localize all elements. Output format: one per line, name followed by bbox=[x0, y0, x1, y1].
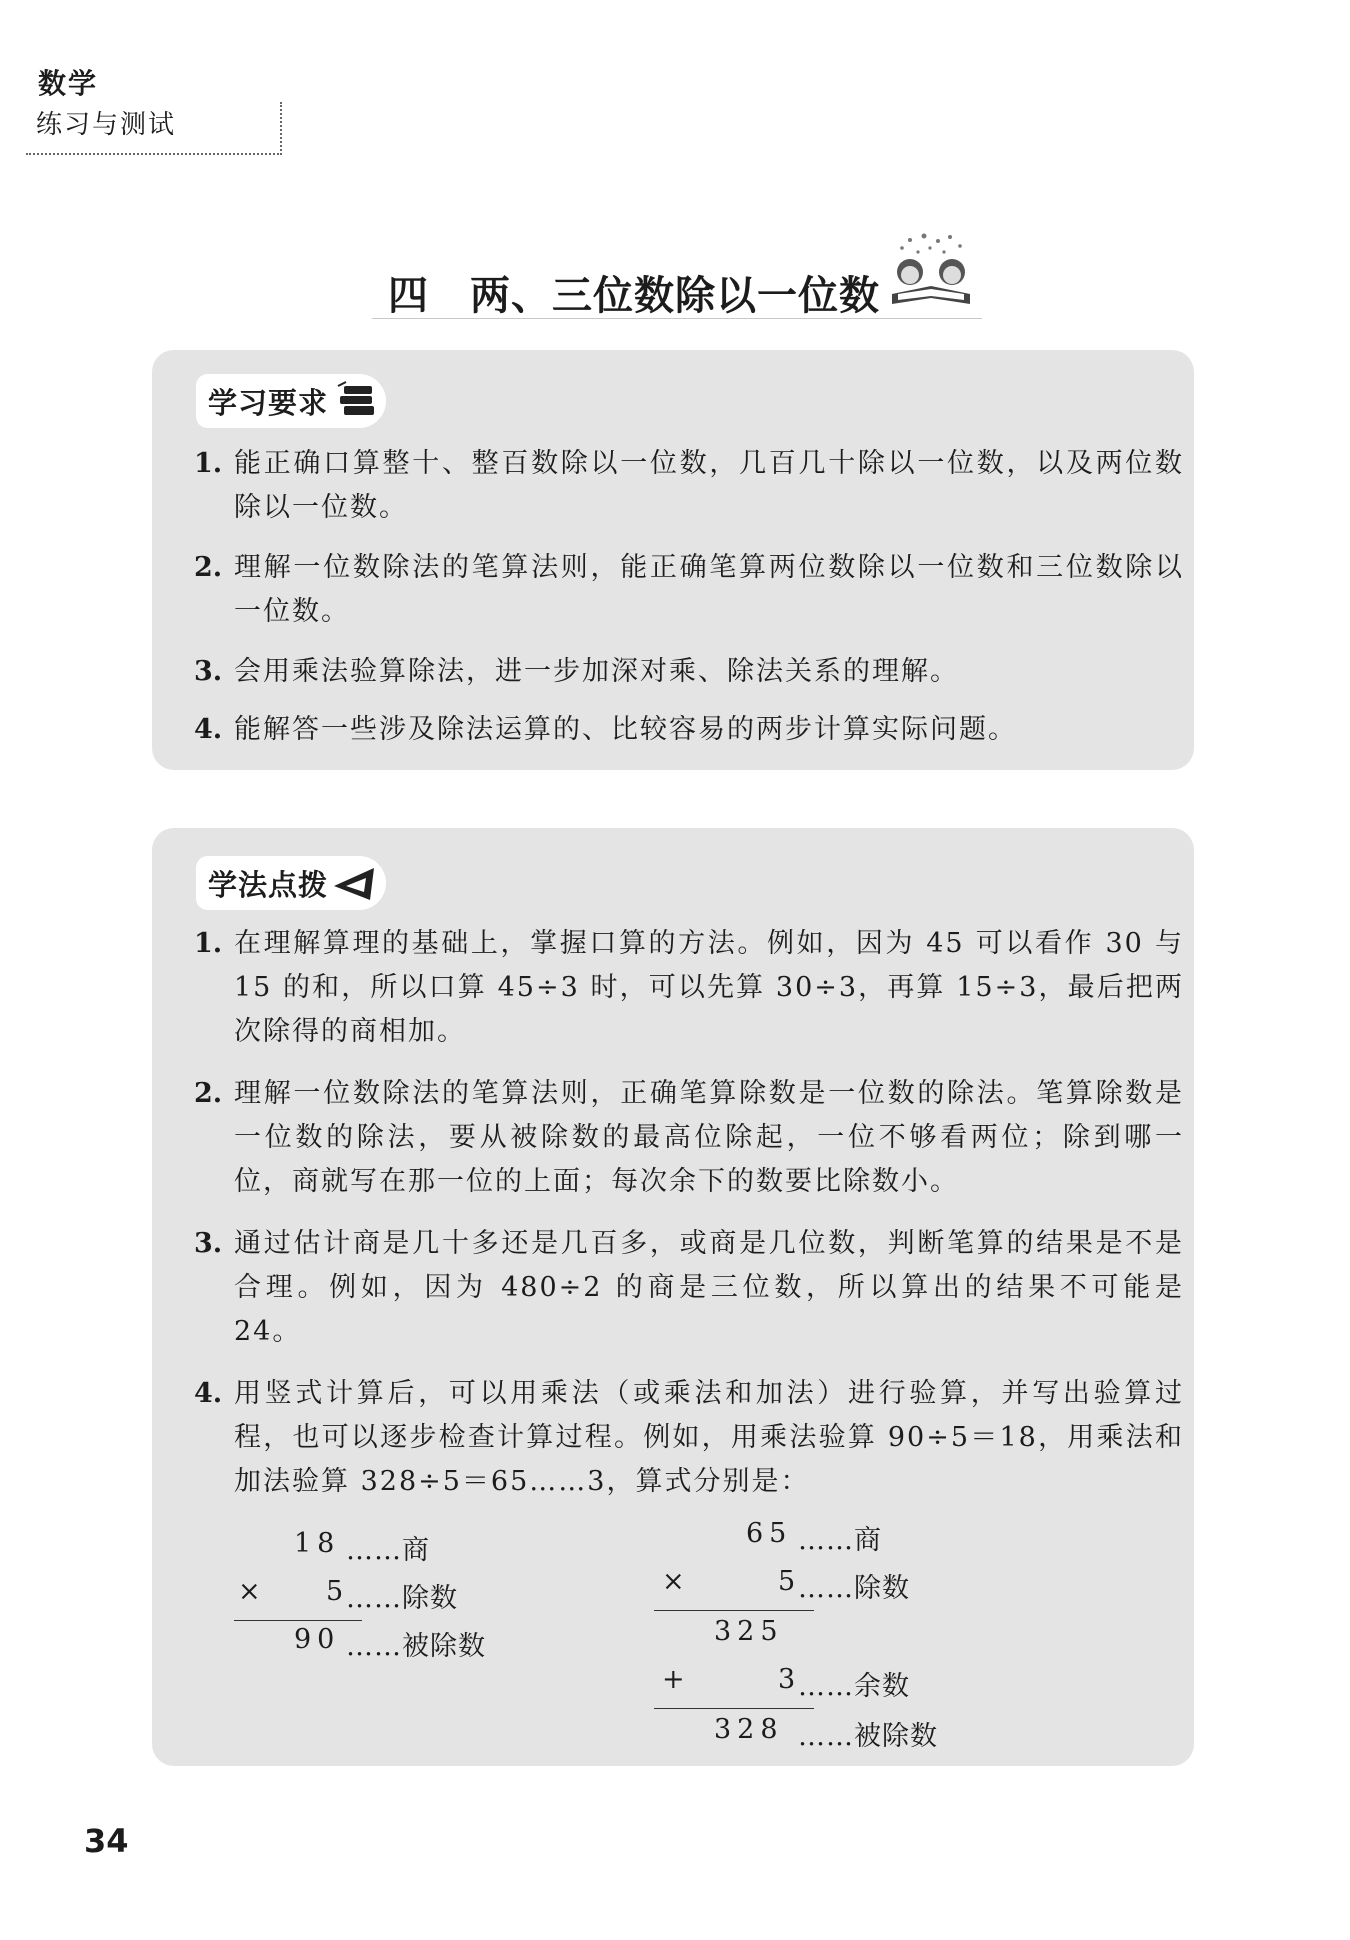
plus-sign: + bbox=[662, 1664, 691, 1695]
book-stack-icon bbox=[336, 380, 380, 422]
remainder-label: ……余数 bbox=[798, 1671, 910, 1702]
study-tips-panel bbox=[152, 828, 1194, 1766]
quotient-label: ……商 bbox=[346, 1535, 430, 1566]
requirement-item: 1. 能正确口算整十、整百数除以一位数，几百几十除以一位数，以及两位数除以一位数。 bbox=[194, 448, 1184, 523]
requirement-item: 2. 理解一位数除法的笔算法则，能正确笔算两位数除以一位数和三位数除以一位数。 bbox=[194, 552, 1184, 627]
tips-tag bbox=[196, 856, 386, 910]
remainder-value: 3 bbox=[778, 1664, 802, 1695]
tip-item: 3. 通过估计商是几十多还是几百多，或商是几位数，判断笔算的结果是不是合理。例如，因为 480÷2 的商是三位数，所以算出的结果不可能是 24。 bbox=[194, 1228, 1184, 1347]
requirements-tag-label: 学习要求 bbox=[208, 385, 329, 420]
reading-kids-icon bbox=[880, 232, 980, 312]
requirement-item: 3. 会用乘法验算除法，进一步加深对乘、除法关系的理解。 bbox=[194, 656, 959, 687]
book-header bbox=[26, 62, 282, 155]
chapter-title: 四 两、三位数除以一位数 bbox=[388, 272, 880, 319]
book-title: 练习与测试 bbox=[26, 102, 282, 155]
dividend-value: 328 bbox=[714, 1714, 784, 1745]
tip-item: 4. 用竖式计算后，可以用乘法（或乘法和加法）进行验算，并写出验算过程，也可以逐步检查计算过程。例如，用乘法验算 90÷5＝18，用乘法和加法验算 328÷5＝65……3，算式分别是： bbox=[194, 1378, 1184, 1497]
dividend-label: ……被除数 bbox=[346, 1631, 486, 1662]
divisor-value: 5 bbox=[326, 1576, 350, 1607]
dividend-value: 90 bbox=[294, 1624, 341, 1655]
quotient-value: 18 bbox=[294, 1528, 341, 1559]
page-number: 34 bbox=[84, 1822, 129, 1860]
quotient-value: 65 bbox=[746, 1518, 793, 1549]
tips-tag-label: 学法点拨 bbox=[208, 867, 329, 902]
set-square-icon bbox=[330, 862, 380, 904]
quotient-label: ……商 bbox=[798, 1525, 882, 1556]
requirement-item: 4. 能解答一些涉及除法运算的、比较容易的两步计算实际问题。 bbox=[194, 714, 1017, 745]
divisor-label: ……除数 bbox=[798, 1573, 910, 1604]
learning-requirements-panel bbox=[152, 350, 1194, 770]
chapter-heading bbox=[372, 258, 982, 319]
multiply-sign: × bbox=[238, 1576, 267, 1607]
multiply-sign: × bbox=[662, 1566, 691, 1597]
product-value: 325 bbox=[714, 1616, 784, 1647]
subject-label: 数学 bbox=[38, 67, 99, 100]
divisor-label: ……除数 bbox=[346, 1583, 458, 1614]
tip-item: 2. 理解一位数除法的笔算法则，正确笔算除数是一位数的除法。笔算除数是一位数的除法，要从被除数的最高位除起，一位不够看两位；除到哪一位，商就写在那一位的上面；每次余下的数要比除数小。 bbox=[194, 1078, 1184, 1197]
sum-line bbox=[234, 1620, 362, 1621]
multiplication-addition-check-example bbox=[654, 1518, 984, 1768]
requirements-tag bbox=[196, 374, 386, 428]
divisor-value: 5 bbox=[778, 1566, 802, 1597]
sum-line bbox=[654, 1708, 814, 1709]
product-line bbox=[654, 1610, 814, 1611]
dividend-label: ……被除数 bbox=[798, 1721, 938, 1752]
tip-item: 1. 在理解算理的基础上，掌握口算的方法。例如，因为 45 可以看作 30 与 15 的和，所以口算 45÷3 时，可以先算 30÷3，再算 15÷3，最后把两次除得的商相加。 bbox=[194, 928, 1184, 1047]
multiplication-check-example bbox=[234, 1528, 534, 1668]
